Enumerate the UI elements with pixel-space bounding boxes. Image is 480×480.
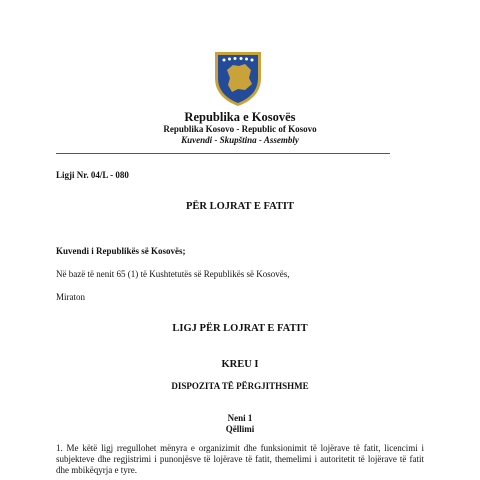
law-subject-title: PËR LOJRAT E FATIT: [185, 201, 295, 212]
enacting-body: Kuvendi i Republikës së Kosovës;: [56, 246, 186, 256]
assembly-name: Kuvendi - Skupština - Assembly: [181, 135, 299, 145]
article-paragraph: 1. Me këtë ligj rregullohet mënyra e organizimit dhe funksionimit të lojërave të fatit, licencimi i subjekteve dhe regjistrimi i punonjësve të lojërave të fatit, themelimi i autoritetit të lojërave të fatit dhe mbikëqyrja e tyre.: [56, 443, 424, 475]
law-number: Ligji Nr. 04/L - 080: [56, 170, 129, 180]
country-name: Republika e Kosovës: [184, 110, 296, 124]
chapter-title: DISPOZITA TË PËRGJITHSHME: [171, 381, 309, 391]
article-title: Qëllimi: [225, 424, 255, 434]
law-title: LIGJ PËR LOJRAT E FATIT: [172, 323, 308, 334]
country-name-translations: Republika Kosovo - Republic of Kosovo: [163, 124, 317, 134]
article-number: Neni 1: [227, 413, 253, 423]
legal-basis: Në bazë të nenit 65 (1) të Kushtetutës së Republikës së Kosovës,: [56, 269, 290, 279]
chapter-number: KREU I: [221, 359, 259, 370]
adoption-verb: Miraton: [56, 292, 85, 302]
header-divider: [56, 153, 390, 154]
coat-of-arms-icon: [211, 48, 265, 108]
